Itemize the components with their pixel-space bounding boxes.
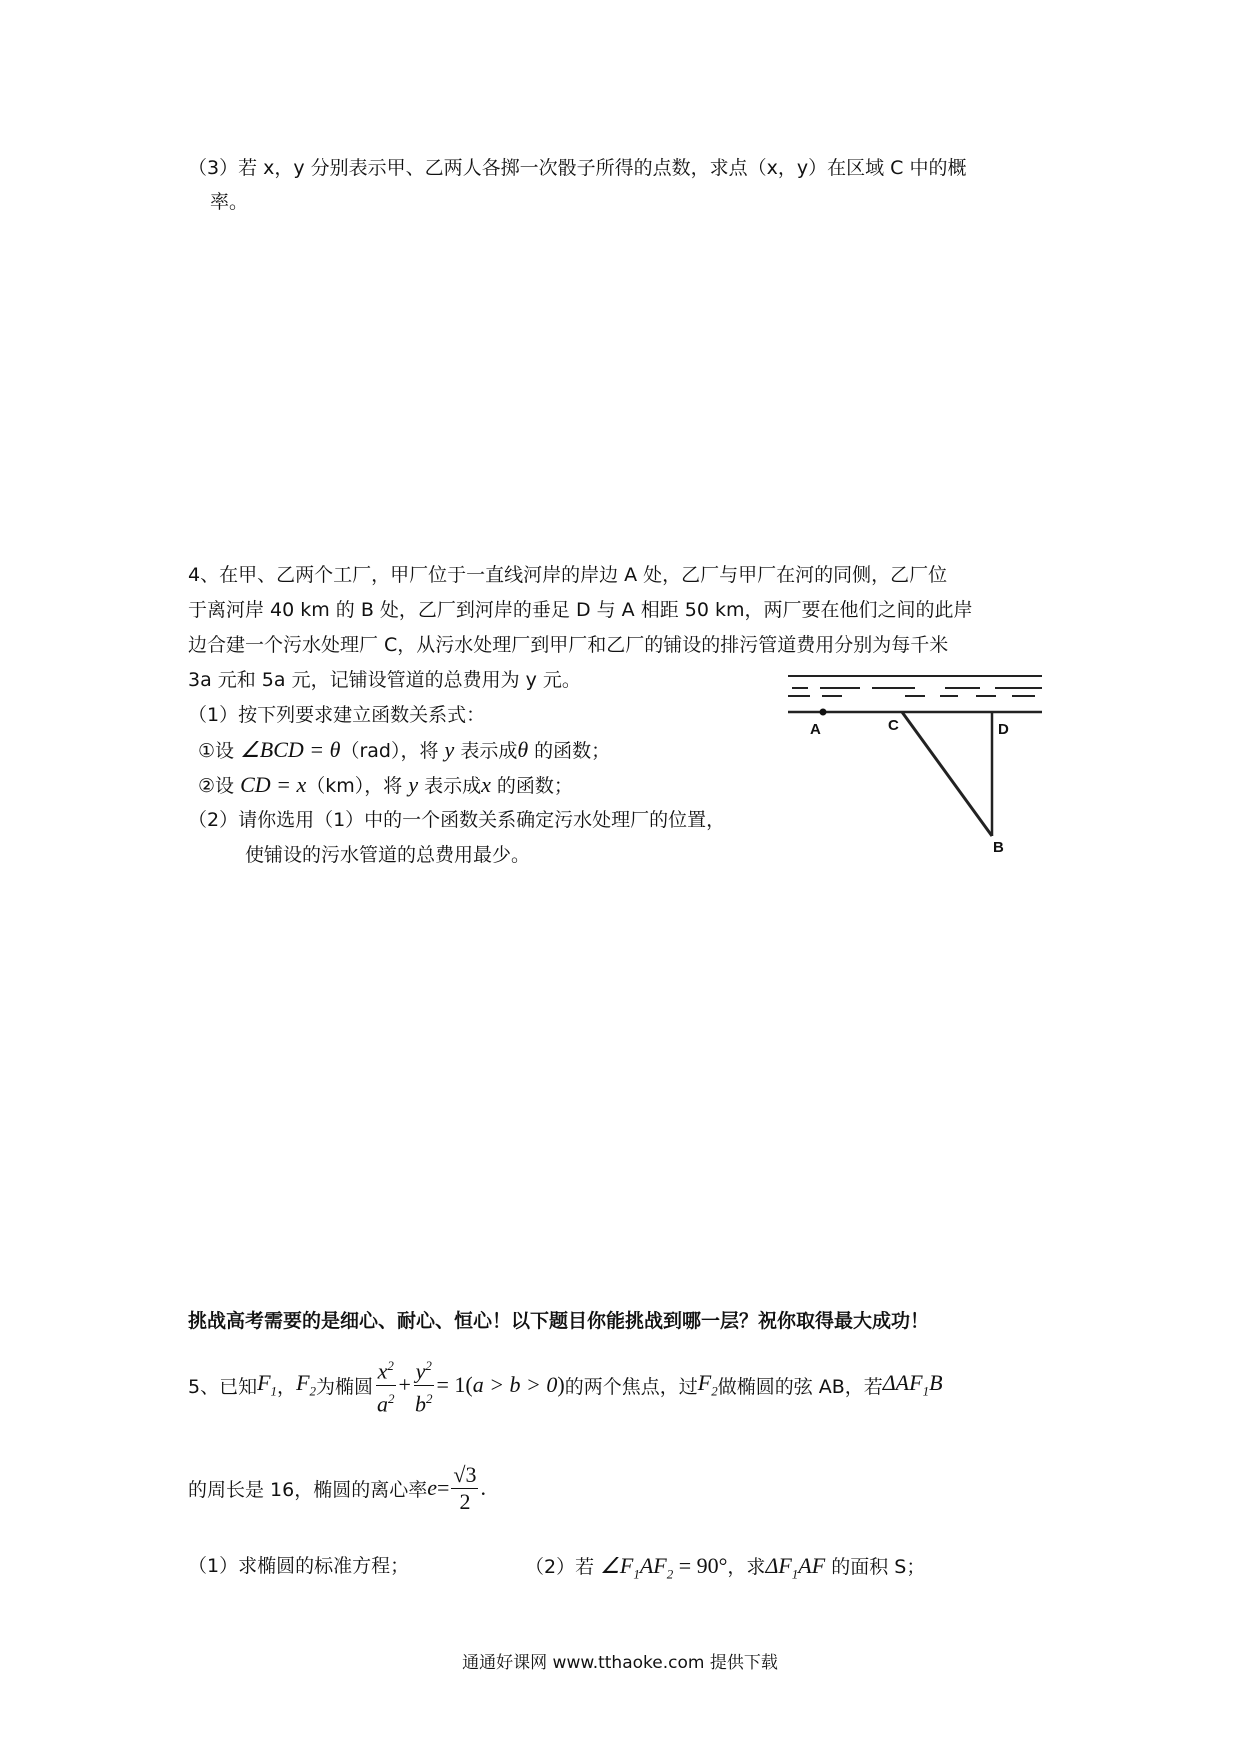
- q5-frac-x: $\frac{x^2}{a^2}$: [375, 1353, 397, 1417]
- segment-cb: [902, 712, 992, 836]
- q4-sub1: [198, 735, 610, 766]
- q4-line3: 边合建一个污水处理厂 C，从污水处理厂到甲厂和乙厂的铺设的排污管道费用分别为每千米: [188, 634, 949, 656]
- q4-sub1-text-c: 表示成: [454, 740, 518, 762]
- q4-line2: 于离河岸 40 km 的 B 处，乙厂到河岸的垂足 D 与 A 相距 50 km，两厂要在他们之间的此岸: [188, 599, 973, 621]
- point-a-dot: [820, 709, 827, 716]
- river-diagram: [780, 668, 1050, 858]
- label-d: D: [998, 721, 1009, 738]
- footer-credit: 通通好课网 www.tthaoke.com 提供下载: [462, 1653, 778, 1673]
- q5-p2-text-b: ，求: [727, 1556, 766, 1578]
- q5-prefix: 5、已知: [188, 1375, 258, 1398]
- q5-mid: 为椭圆: [316, 1375, 374, 1398]
- q5-eq: = 1(: [436, 1372, 473, 1397]
- q4-sub2-math: CD = x: [240, 772, 307, 797]
- label-b: B: [993, 839, 1004, 856]
- q5-f2: $F_2$: [296, 1370, 317, 1399]
- q4-part2-line2: 使铺设的污水管道的总费用最少。: [245, 844, 531, 866]
- q4-line4: 3a 元和 5a 元，记铺设管道的总费用为 y 元。: [188, 669, 581, 691]
- q5-p2-text-c: 的面积 S；: [825, 1556, 926, 1578]
- q3-part3-line2: 率。: [210, 191, 249, 213]
- challenge-heading: 挑战高考需要的是细心、耐心、恒心！以下题目你能挑战到哪一层？祝你取得最大成功！: [188, 1310, 930, 1332]
- q4-sub2-text-b: （km），将: [306, 775, 409, 797]
- q5-triangle: $\Delta AF_1B$: [882, 1370, 943, 1399]
- q5-e: e: [427, 1475, 437, 1500]
- q5-comma: ，: [277, 1375, 297, 1398]
- q5-frac-y: $\frac{y^2}{b^2}$: [413, 1353, 435, 1417]
- q5-e-eq: =: [436, 1475, 450, 1500]
- label-c: C: [888, 717, 899, 734]
- q5-p2-triangle: $\Delta F_1AF$: [765, 1553, 826, 1582]
- q5-p2-text-a: （2）若: [525, 1556, 601, 1578]
- q4-sub1-text-d: 的函数；: [528, 740, 611, 762]
- q5-line1: 5、已知 $F_1$ ， $F_2$ 为椭圆 $\frac{x^2}{a^2}$ + $\frac{y^2}{b^2}$ = 1( a > b > 0 ) 的两个焦点，过 $F_2$ 做椭圆的弦 AB，若 $\Delta AF_1B$: [188, 1350, 943, 1420]
- q5-p2-eq: = 90°: [673, 1553, 728, 1578]
- q4-sub2-text-c: 表示成: [418, 775, 482, 797]
- q5-eccentricity-frac: $\frac{√3}{2}$: [453, 1461, 477, 1514]
- q4-part1: （1）按下列要求建立函数关系式：: [188, 704, 486, 726]
- q4-sub1-text-b: （rad），将: [340, 740, 445, 762]
- q4-sub1-y: y: [444, 737, 455, 762]
- q4-sub2-y: y: [408, 772, 419, 797]
- q4-sub1-text-a: ①设: [198, 740, 241, 762]
- q5-line2: [188, 1448, 486, 1528]
- river-waves: [788, 676, 1042, 696]
- q5-part1: （1）求椭圆的标准方程；: [188, 1555, 410, 1577]
- q4-part2-line1: （2）请你选用（1）中的一个函数关系确定污水处理厂的位置，: [188, 809, 726, 831]
- q5-f2-b: $F_2$: [697, 1370, 718, 1399]
- q5-period: .: [480, 1475, 486, 1500]
- q5-after2: 做椭圆的弦 AB，若: [717, 1375, 883, 1398]
- q5-close: ): [557, 1372, 565, 1397]
- q5-p2-angle: $\angle F_1AF_2$: [600, 1553, 674, 1582]
- q5-after: 的两个焦点，过: [564, 1375, 698, 1398]
- q4-sub1-math: ∠BCD = θ: [240, 737, 341, 762]
- q5-f1: $F_1$: [257, 1370, 278, 1399]
- q3-part3-line1: （3）若 x，y 分别表示甲、乙两人各掷一次骰子所得的点数，求点（x，y）在区域 C 中的概: [188, 157, 967, 179]
- label-a: A: [810, 721, 821, 738]
- q4-line1: 4、在甲、乙两个工厂，甲厂位于一直线河岸的岸边 A 处，乙厂与甲厂在河的同侧，乙厂位: [188, 564, 948, 586]
- q4-sub1-theta: θ: [517, 737, 529, 762]
- q4-sub2-x: x: [481, 772, 491, 797]
- q5-part2: [525, 1551, 925, 1589]
- q5-cond: a > b > 0: [472, 1372, 558, 1397]
- q4-sub2: [198, 770, 573, 801]
- q4-sub2-text-a: ②设: [198, 775, 241, 797]
- q5-line2-text: 的周长是 16，椭圆的离心率: [188, 1478, 428, 1501]
- q4-sub2-text-d: 的函数；: [490, 775, 573, 797]
